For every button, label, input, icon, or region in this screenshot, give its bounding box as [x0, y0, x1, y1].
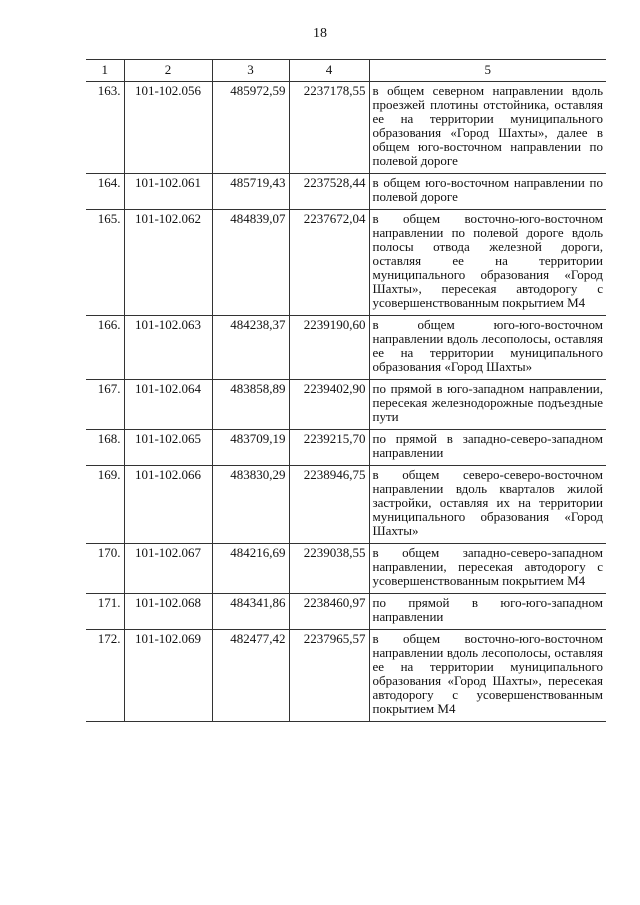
point-code: 101-102.056 [124, 82, 212, 174]
boundary-description: в общем западно-северо-западном направлении, пересекая автодорогу с усовершенствованным покрытием М4 [369, 544, 606, 594]
boundary-points-table [86, 59, 606, 722]
coordinate-y: 2239215,70 [289, 430, 369, 466]
coordinate-y: 2237965,57 [289, 630, 369, 722]
boundary-description: по прямой в юго-западном направлении, пересекая железнодорожные подъездные пути [369, 380, 606, 430]
boundary-description: в общем северо-северо-восточном направлении вдоль кварталов жилой застройки, оставляя их на территории муниципального образования «Город Шахты» [369, 466, 606, 544]
coordinate-x: 483830,29 [212, 466, 289, 544]
coordinate-x: 484238,37 [212, 316, 289, 380]
point-code: 101-102.064 [124, 380, 212, 430]
table-row [86, 630, 606, 722]
boundary-description: по прямой в юго-юго-западном направлении [369, 594, 606, 630]
row-number: 169. [86, 466, 124, 544]
coordinate-x: 482477,42 [212, 630, 289, 722]
point-code: 101-102.063 [124, 316, 212, 380]
point-code: 101-102.069 [124, 630, 212, 722]
table-row [86, 82, 606, 174]
boundary-description: в общем юго-восточном направлении по полевой дороге [369, 174, 606, 210]
column-header: 3 [212, 60, 289, 82]
boundary-description: в общем юго-юго-восточном направлении вдоль лесополосы, оставляя ее на территории муниципального образования «Город Шахты» [369, 316, 606, 380]
column-header: 5 [369, 60, 606, 82]
point-code: 101-102.066 [124, 466, 212, 544]
coordinate-y: 2239038,55 [289, 544, 369, 594]
row-number: 170. [86, 544, 124, 594]
table-row [86, 380, 606, 430]
coordinate-x: 484839,07 [212, 210, 289, 316]
point-code: 101-102.065 [124, 430, 212, 466]
coordinate-y: 2238460,97 [289, 594, 369, 630]
table-header-row [86, 60, 606, 82]
coordinate-x: 485719,43 [212, 174, 289, 210]
row-number: 167. [86, 380, 124, 430]
row-number: 171. [86, 594, 124, 630]
row-number: 165. [86, 210, 124, 316]
point-code: 101-102.067 [124, 544, 212, 594]
table-row [86, 430, 606, 466]
coordinate-y: 2237178,55 [289, 82, 369, 174]
coordinate-x: 484341,86 [212, 594, 289, 630]
table-row [86, 210, 606, 316]
coordinate-y: 2237672,04 [289, 210, 369, 316]
coordinate-y: 2239190,60 [289, 316, 369, 380]
row-number: 172. [86, 630, 124, 722]
coordinate-y: 2239402,90 [289, 380, 369, 430]
boundary-description: в общем восточно-юго-восточном направлении вдоль лесополосы, оставляя ее на территории муниципального образования «Город Шахты», пересекая автодорогу с усовершенствованным покрытием М4 [369, 630, 606, 722]
coordinate-x: 485972,59 [212, 82, 289, 174]
row-number: 163. [86, 82, 124, 174]
table-row [86, 174, 606, 210]
row-number: 168. [86, 430, 124, 466]
point-code: 101-102.061 [124, 174, 212, 210]
boundary-description: по прямой в западно-северо-западном направлении [369, 430, 606, 466]
table-row [86, 594, 606, 630]
point-code: 101-102.062 [124, 210, 212, 316]
boundary-description: в общем северном направлении вдоль проезжей плотины отстойника, оставляя ее на территории муниципального образования «Город Шахты», далее в общем юго-восточном направлении по полевой дороге [369, 82, 606, 174]
table-row [86, 316, 606, 380]
coordinate-y: 2237528,44 [289, 174, 369, 210]
table-row [86, 466, 606, 544]
page-number: 18 [313, 26, 327, 41]
column-header: 1 [86, 60, 124, 82]
row-number: 164. [86, 174, 124, 210]
column-header: 4 [289, 60, 369, 82]
table-row [86, 544, 606, 594]
column-header: 2 [124, 60, 212, 82]
point-code: 101-102.068 [124, 594, 212, 630]
row-number: 166. [86, 316, 124, 380]
coordinate-x: 484216,69 [212, 544, 289, 594]
coordinate-x: 483709,19 [212, 430, 289, 466]
boundary-description: в общем восточно-юго-восточном направлении по полевой дороге вдоль полосы отвода железной дороги, оставляя ее на территории муниципального образования «Город Шахты», пересекая автодорогу с усовершенствованным покрытием М4 [369, 210, 606, 316]
coordinate-x: 483858,89 [212, 380, 289, 430]
coordinate-y: 2238946,75 [289, 466, 369, 544]
